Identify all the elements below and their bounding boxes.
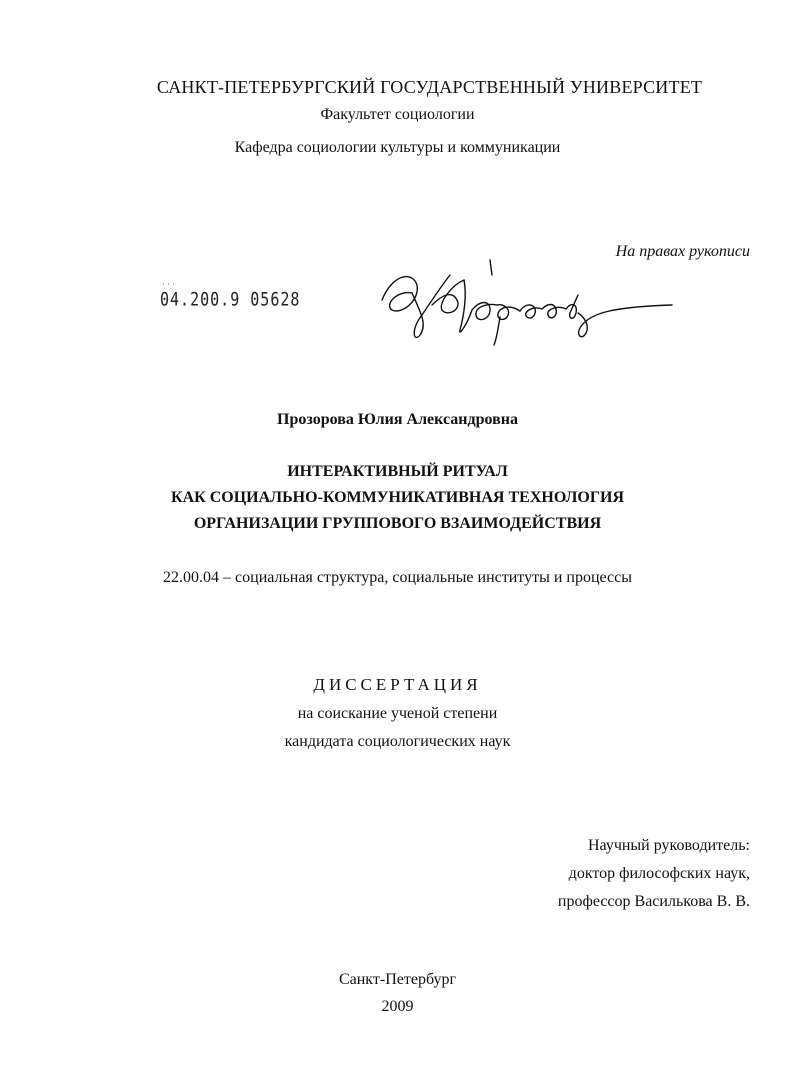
city: Санкт-Петербург	[338, 971, 457, 988]
specialty-code: 22.00.04 – социальная структура, социальные институты и процессы	[163, 569, 632, 586]
registration-stamp: 04.200.9 05628	[160, 287, 301, 311]
rights-note: На правах рукописи	[615, 243, 750, 260]
supervisor-degree: доктор философских наук,	[568, 865, 750, 882]
thesis-title-line-3: ОРГАНИЗАЦИИ ГРУППОВОГО ВЗАИМОДЕЙСТВИЯ	[193, 515, 602, 532]
degree-line-2: кандидата социологических наук	[284, 733, 511, 750]
year: 2009	[381, 998, 414, 1015]
supervisor-heading: Научный руководитель:	[587, 837, 750, 854]
department-name: Кафедра социологии культуры и коммуникации	[234, 139, 561, 156]
supervisor-name: профессор Василькова В. В.	[557, 893, 750, 910]
university-name: САНКТ-ПЕТЕРБУРГСКИЙ ГОСУДАРСТВЕННЫЙ УНИВЕРСИТЕТ	[156, 77, 703, 97]
stamp-marks: · · ·	[162, 280, 175, 289]
thesis-title-line-1: ИНТЕРАКТИВНЫЙ РИТУАЛ	[287, 463, 508, 480]
degree-line-1: на соискание ученой степени	[297, 705, 498, 722]
dissertation-label: ДИССЕРТАЦИЯ	[313, 675, 482, 694]
faculty-name: Факультет социологии	[320, 106, 475, 123]
author-name: Прозорова Юлия Александровна	[277, 411, 518, 428]
signature-icon	[372, 255, 682, 350]
thesis-title-line-2: КАК СОЦИАЛЬНО-КОММУНИКАТИВНАЯ ТЕХНОЛОГИЯ	[170, 489, 625, 506]
